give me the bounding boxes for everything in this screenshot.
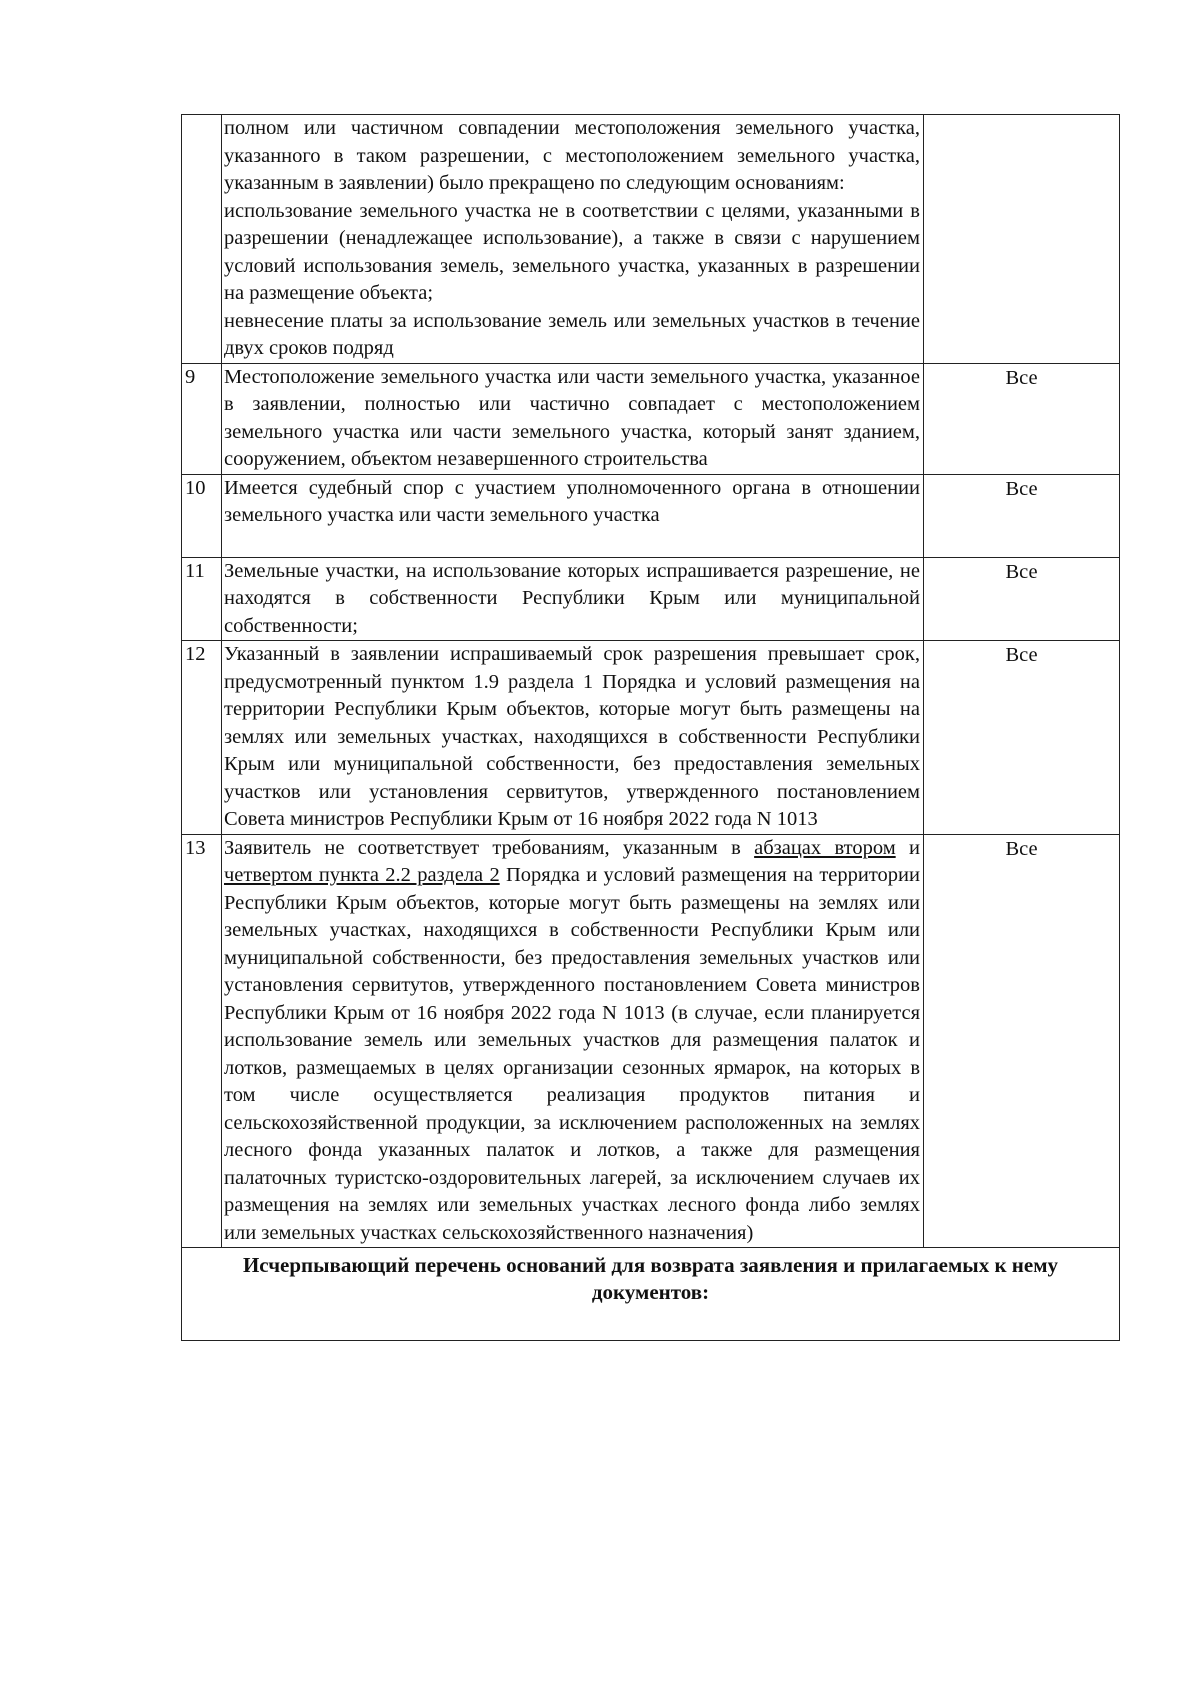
row-number: 9 (182, 363, 222, 474)
row-text: Местоположение земельного участка или части земельного участка, указанное в заявлении, полностью или частично совпадает с местоположением земельного участка или части земельного участка, который занят зданием, сооружением, объектом незавершенного строительства (224, 365, 920, 470)
row-scope: Все (1005, 837, 1038, 860)
row-text: Указанный в заявлении испрашиваемый срок разрешения превышает срок, предусмотренный пунктом 1.9 раздела 1 Порядка и условий размещения на территории Республики Крым объектов, которые могут быть размещены на землях или земельных участках, находящихся в собственности Республики Крым или муниципальной собственности, без предоставления земельных участков или установления сервитутов, утвержденного постановлением Совета министров Республики Крым от 16 ноября 2022 года N 1013 (224, 643, 920, 830)
row-scope: Все (1005, 477, 1038, 500)
row-text: Заявитель не соответствует требованиям, указанным в абзацах втором и четвертом пункта 2.2 раздела 2 Порядка и условий размещения на территории Республики Крым объектов, которые могут быть размещены на землях или земельных участках, находящихся в собственности Республики Крым или муниципальной собственности, без предоставления земельных участков или установления сервитутов, утвержденного постановлением Совета министров Республики Крым от 16 ноября 2022 года N 1013 (в случае, если планируется использование земель или земельных участков для размещения палаток и лотков, размещаемых в целях организации сезонных ярмарок, на которых в том числе осуществляется реализация продуктов питания и сельскохозяйственной продукции, за исключением расположенных на землях лесного фонда указанных палаток и лотков, а также для размещения палаточных туристско-оздоровительных лагерей, за исключением случаев их размещения на землях или земельных участках лесного фонда либо землях или земельных участках сельскохозяйственного назначения) (224, 836, 920, 1244)
row-number: 10 (182, 474, 222, 557)
table-row (182, 474, 1120, 557)
link-abzac-vtorom[interactable]: абзацах втором (754, 836, 896, 859)
row-text: Земельные участки, на использование которых испрашивается разрешение, не находятся в собственности Республики Крым или муниципальной собственности; (224, 559, 920, 637)
row-scope: Все (1005, 366, 1038, 389)
table-row (182, 363, 1120, 474)
section-heading: Исчерпывающий перечень оснований для возврата заявления и прилагаемых к нему документов: (182, 1248, 1120, 1341)
row-number: 13 (182, 834, 222, 1248)
grounds-table (181, 114, 1120, 1341)
row-scope: Все (1005, 560, 1038, 583)
table-row (182, 834, 1120, 1248)
table-row (182, 557, 1120, 641)
row-scope (924, 115, 1120, 364)
row-number (182, 115, 222, 364)
table-row (182, 115, 1120, 364)
table-row (182, 641, 1120, 835)
link-chetvertom-punkta[interactable]: четвертом пункта 2.2 раздела 2 (224, 864, 500, 886)
row-number: 11 (182, 557, 222, 641)
footer-row (182, 1248, 1120, 1341)
row-text: полном или частичном совпадении местоположения земельного участка, указанного в таком разрешении, с местоположением земельного участка, указанным в заявлении) было прекращено по следующим основаниям: использование земельного участка не в соответствии с целями, указанными в разрешении (ненадлежащее использование), а также в связи с нарушением условий использования земель, земельного участка, указанных в разрешении на размещение объекта; невнесение платы за использование земель или земельных участков в течение двух сроков подряд (224, 117, 920, 359)
row-scope: Все (1005, 644, 1038, 666)
row-text: Имеется судебный спор с участием уполномоченного органа в отношении земельного участка или части земельного участка (224, 476, 920, 526)
row-number: 12 (182, 641, 222, 835)
